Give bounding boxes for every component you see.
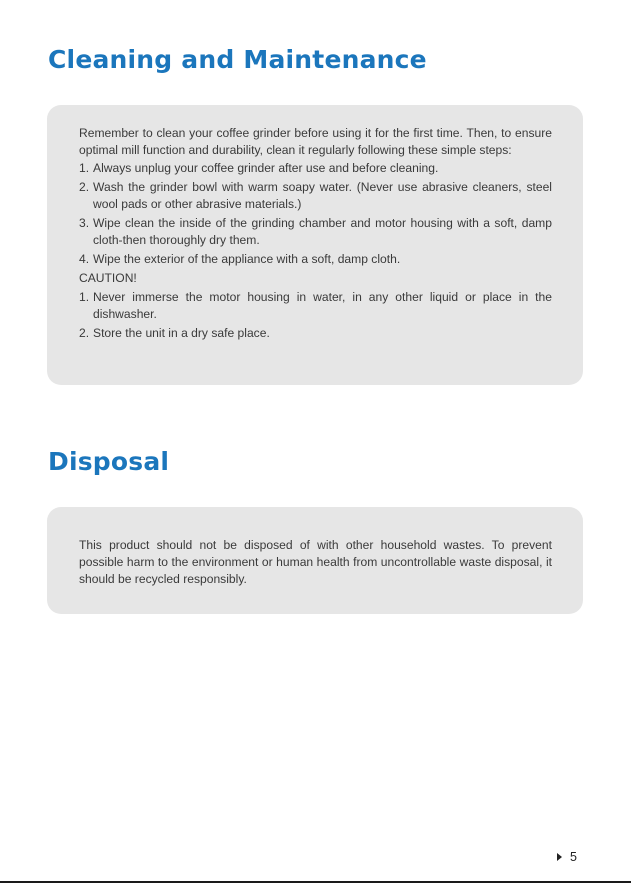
disposal-card	[47, 507, 583, 614]
section-title-cleaning: Cleaning and Maintenance	[48, 45, 427, 74]
caution-label: CAUTION!	[79, 271, 137, 285]
list-item	[79, 160, 552, 177]
list-item	[79, 179, 552, 213]
step-number: 1.	[79, 290, 90, 304]
step-number: 2.	[79, 326, 90, 340]
step-text: Wash the grinder bowl with warm soapy water. (Never use abrasive cleaners, steel wool pads or other abrasive materials.)	[93, 180, 552, 211]
step-text: Store the unit in a dry safe place.	[93, 326, 270, 340]
step-number: 3.	[79, 216, 90, 230]
step-text: Wipe the exterior of the appliance with a soft, damp cloth.	[93, 252, 401, 266]
step-text: Never immerse the motor housing in water, in any other liquid or place in the dishwasher.	[93, 290, 552, 321]
page-number: 5	[570, 850, 577, 864]
list-item	[79, 215, 552, 249]
disposal-text: This product should not be disposed of with other household wastes. To prevent possible harm to the environment or human health from uncontrollable waste disposal, it should be recycled responsibly.	[79, 538, 552, 586]
step-number: 4.	[79, 252, 90, 266]
step-text: Always unplug your coffee grinder after use and before cleaning.	[93, 161, 439, 175]
step-number: 2.	[79, 180, 90, 194]
disposal-card-body	[79, 537, 552, 588]
step-number: 1.	[79, 161, 90, 175]
step-text: Wipe clean the inside of the grinding chamber and motor housing with a soft, damp cloth-then thoroughly dry them.	[93, 216, 552, 247]
list-item	[79, 251, 552, 268]
triangle-right-icon	[557, 853, 562, 861]
section-title-disposal: Disposal	[48, 447, 170, 476]
cleaning-card	[47, 105, 583, 385]
page-footer	[557, 850, 577, 864]
caution-steps-list	[79, 289, 552, 342]
list-item	[79, 325, 552, 342]
cleaning-card-body	[79, 125, 552, 344]
cleaning-steps-list	[79, 160, 552, 268]
list-item	[79, 289, 552, 323]
cleaning-intro: Remember to clean your coffee grinder before using it for the first time. Then, to ensure optimal mill function and durability, clean it regularly following these simple steps:	[79, 126, 552, 157]
